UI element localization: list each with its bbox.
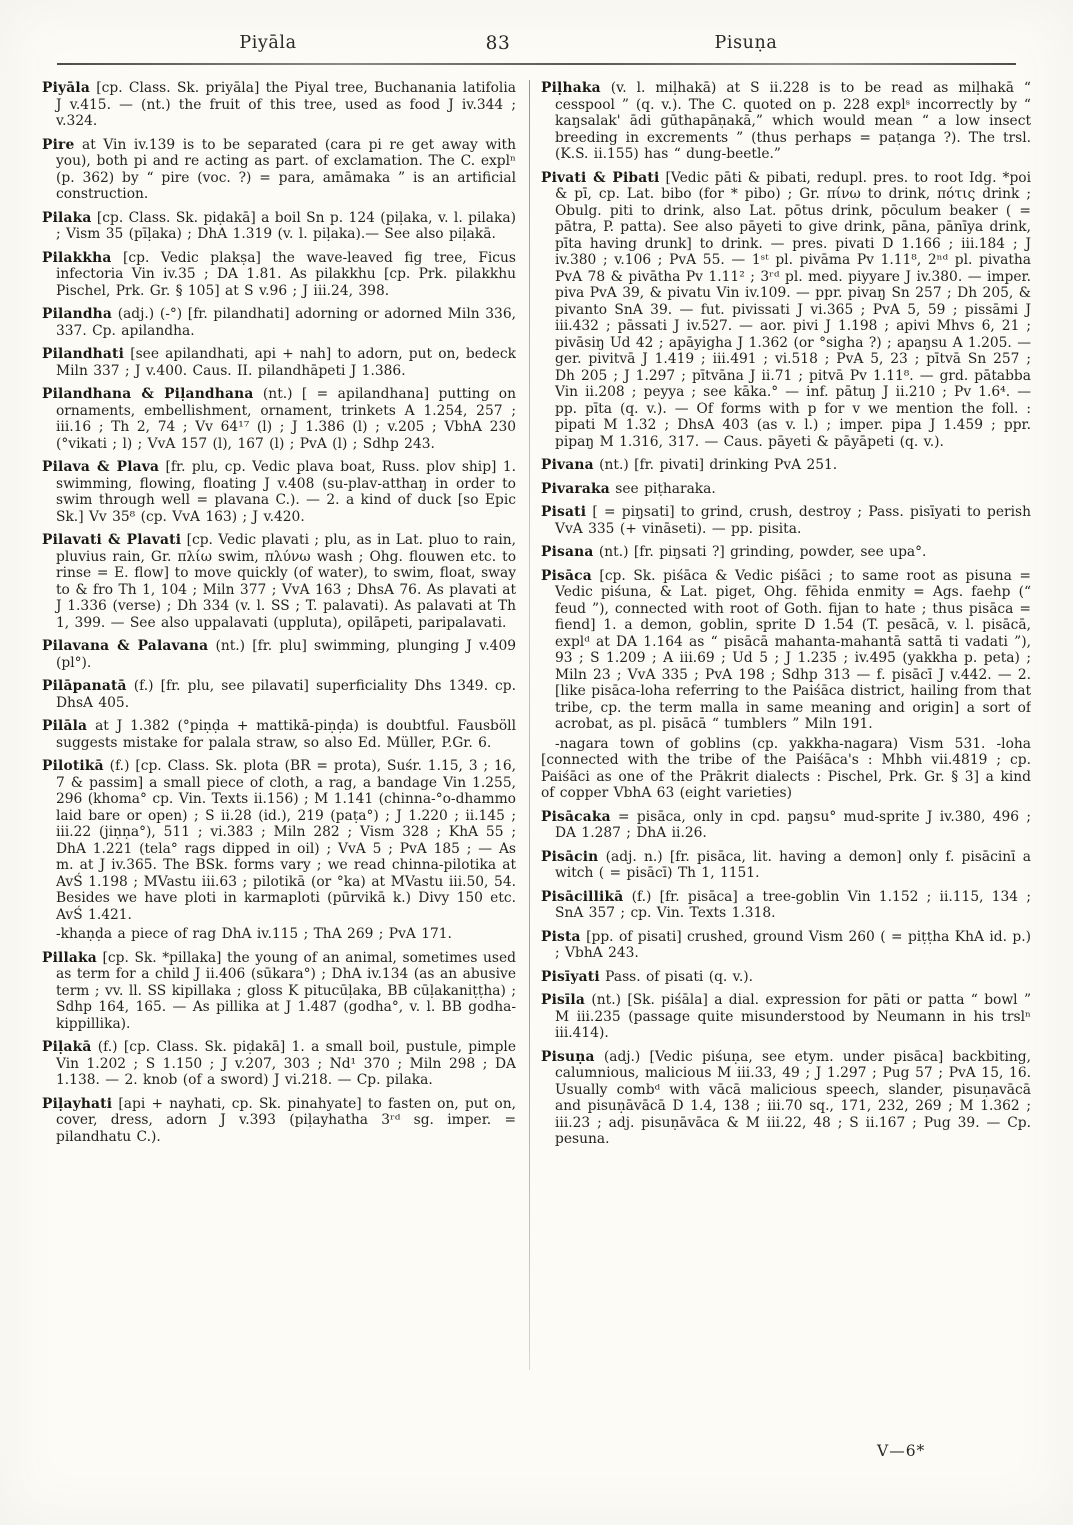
headword: Pisācaka <box>541 808 611 825</box>
dict-entry <box>541 992 1031 1042</box>
entry-body: (nt.) [fr. plu] swimming, plunging J v.409 (pl°). <box>56 638 516 671</box>
entry-body: [pp. of pisati] crushed, ground Vism 260 ( = piṭṭha KhA id. p.) ; VbhA 243. <box>555 928 1031 961</box>
page-number: 83 <box>485 33 511 54</box>
entry-body: (nt.) [ = apilandhana] putting on ornaments, embellishment, ornament, trinkets A 1.254, 257 ; iii.16 ; Th 2, 74 ; Vv 64¹⁷ (l) ; J 1.386 (l) ; v.205 ; VbhA 230 (°vikati ; l) ; VvA 157 (l), 167 (l) ; PvA (l) ; Sdhp 243. <box>56 386 516 452</box>
dict-entry <box>42 758 516 923</box>
entry-body: [api + nayhati, cp. Sk. pinahyate] to fasten on, put on, cover, dress, adorn J v.393 (piḷayhatha 3ʳᵈ sg. imper. = pilandhatu C.). <box>56 1095 516 1145</box>
entry-body: [cp. Sk. *pillaka] the young of an animal, sometimes used as term for a child J ii.406 (sūkara°) ; DhA iv.134 (as an abusive term ; vv. ll. SS kipillaka ; gloss K pitucūḷaka, BB cūḷakaniṭṭha) ; Sdhp 164, 165. — As pillika at J 1.487 (godha°, v. l. BB godha-kippillika). <box>56 949 516 1032</box>
entry-body: (f.) [fr. pisāca] a tree-goblin Vin 1.152 ; ii.115, 134 ; SnA 357 ; cp. Vin. Texts 1.318. <box>555 888 1031 921</box>
entry-body: [ = piŋsati] to grind, crush, destroy ; Pass. pisīyati to perish VvA 335 (+ vināseti). — pp. pisita. <box>555 504 1031 537</box>
dict-entry <box>42 250 516 300</box>
dict-entry <box>42 210 516 243</box>
headword: Piḷayhati <box>42 1095 113 1112</box>
dict-entry <box>42 638 516 671</box>
dict-entry <box>541 80 1031 163</box>
headword: Pisāca <box>541 567 592 584</box>
headword: Piḷakā <box>42 1039 92 1055</box>
headword: Pire <box>42 136 75 153</box>
dict-entry <box>541 504 1031 537</box>
dict-entry <box>42 718 516 751</box>
headword: Pisati <box>541 504 587 520</box>
dict-entry <box>541 568 1031 733</box>
dict-entry <box>42 1039 516 1089</box>
dict-entry <box>42 678 516 711</box>
dict-entry <box>42 459 516 525</box>
running-head-left: Piyāla <box>239 33 297 53</box>
dict-entry <box>42 80 516 130</box>
dict-entry <box>541 969 1031 986</box>
column-right <box>541 80 1031 1472</box>
entry-body: (adj.) (-°) [fr. pilandhati] adorning or adorned Miln 336, 337. Cp. apilandha. <box>56 306 516 339</box>
page-header <box>0 33 1073 59</box>
entry-body: [cp. Sk. piśāca & Vedic piśāci ; to same root as pisuna = Vedic piśuna, & Lat. piget, Ohg. fēhida enmity = Ags. faehp (“ feud ”), connected with root of Goth. fijan to hate ; thus pisāca = fiend] 1. a demon, goblin, sprite D 1.54 (T. pesācā, v. l. pisācā, explᵈ at DA 1.164 as “ pisācā mahanta-mahantā sattā ti vadati ”), 93 ; S 1.209 ; A iii.69 ; Ud 5 ; J 1.235 ; iv.495 (yakkha p. peta) ; Miln 23 ; VvA 335 ; PvA 198 ; Sdhp 313 — f. pisācī J v.442. — 2. [like pisāca-loha referring to the Paiśāca district, hailing from that tribe, cp. the term malla in same meaning and origin] a sort of acrobat, as pl. pisācā “ tumblers ” Miln 191. <box>555 567 1031 732</box>
entry-body: (f.) [fr. plu, see pilavati] superficiality Dhs 1349. cp. DhsA 405. <box>56 678 516 711</box>
entry-body: -nagara town of goblins (cp. yakkha-nagara) Vism 531. -loha [connected with the tribe of the Paiśāca's : Mhbh vii.4819 ; cp. Paiśāci as one of the Prākrit dialects : Pischel, Prk. Gr. § 3] a kind of copper VbhA 63 (eight varieties) <box>541 735 1031 801</box>
headword: Pilotikā <box>42 758 104 774</box>
entry-body: (nt.) [fr. piŋsati ?] grinding, powder, see upa°. <box>593 544 927 560</box>
entry-body: [cp. Class. Sk. priyāla] the Piyal tree, Buchanania latifolia J v.415. — (nt.) the fruit of this tree, used as food J iv.344 ; v.324. <box>56 80 516 129</box>
headword: Pilandha <box>42 306 113 322</box>
headword: Piyāla <box>42 80 90 96</box>
dict-entry <box>42 137 516 203</box>
entry-body: (adj. n.) [fr. pisāca, lit. having a demon] only f. pisācinī a witch ( = pisācī) Th 1, 1151. <box>555 848 1031 881</box>
dict-entry <box>541 809 1031 842</box>
headword: Pilakkha <box>42 249 112 266</box>
headword: Pilāpanatā <box>42 678 127 694</box>
dict-entry <box>42 306 516 339</box>
entry-body: (nt.) [fr. pivati] drinking PvA 251. <box>593 457 838 473</box>
text-columns <box>42 80 1031 1472</box>
headword: Piḷhaka <box>541 80 601 96</box>
headword: Pivati & Pibati <box>541 169 660 186</box>
entry-body: at J 1.382 (°piṇḍa + mattikā-piṇḍa) is doubtful. Fausböll suggests mistake for palala straw, so also Ed. Müller, P.Gr. 6. <box>56 718 516 751</box>
column-divider <box>529 80 530 1370</box>
entry-body: -khaṇḍa a piece of rag DhA iv.115 ; ThA 269 ; PvA 171. <box>56 926 452 942</box>
dict-entry <box>42 1096 516 1146</box>
entry-body: at Vin iv.139 is to be separated (cara pi re get away with you), both pi and re acting as part. of exclamation. The C. explⁿ (p. 362) by “ pire (voc. ?) = para, amāmaka ” is an artificial construction. <box>56 136 516 202</box>
entry-body: [cp. Class. Sk. piḍakā] a boil Sn p. 124 (piḷaka, v. l. pilaka) ; Vism 35 (pīḷaka) ; DhA 1.319 (v. l. piḷaka).— See also piḷakā. <box>56 209 516 242</box>
headword: Pisācillikā <box>541 888 624 905</box>
dict-entry <box>42 532 516 631</box>
dict-entry <box>541 736 1031 802</box>
entry-body: (f.) [cp. Class. Sk. plota (BR = prota), Suśr. 1.15, 3 ; 16, 7 & passim] a small piece of cloth, a rag, a bandage Vin 1.255, 296 (khoma° cp. Vin. Texts ii.156) ; M 1.141 (chinna-°o-dhammo laid bare or open) ; S ii.28 (id.), 219 (paṭa°) ; J 1.220 ; ii.145 ; iii.22 (jiṇṇa°), 511 ; vi.383 ; Miln 282 ; Vism 328 ; KhA 55 ; DhA 1.221 (tela° rags dipped in oil) ; VvA 5 ; PvA 185 ; — As m. at J iv.365. The BSk. forms vary ; we read chinna-pilotika at AvŚ 1.198 ; MVastu iii.63 ; pilotikā (or °ka) at MVastu iii.50, 54. Besides we have ploti in karmaploti (pūrvikā k.) Divy 150 etc. AvŚ 1.421. <box>56 758 516 923</box>
entry-body: (nt.) [Sk. piśāla] a dial. expression for pāti or patta “ bowl ” M iii.235 (passage quite misunderstood by Neumann in his trslⁿ iii.414). <box>555 992 1031 1041</box>
signature-mark: V—6* <box>877 1442 926 1460</box>
dict-entry <box>541 889 1031 922</box>
entry-body: = pisāca, only in cpd. paŋsu° mud-sprite J iv.380, 496 ; DA 1.287 ; DhA ii.26. <box>555 808 1031 841</box>
dict-entry <box>541 457 1031 474</box>
headword: Pilavana & Palavana <box>42 638 209 654</box>
headword: Pilandhana & Piḷandhana <box>42 386 254 402</box>
column-left <box>42 80 516 1472</box>
entry-body: Pass. of pisati (q. v.). <box>599 968 753 985</box>
dict-entry <box>42 950 516 1033</box>
headword: Pilāla <box>42 718 88 734</box>
dict-entry <box>541 849 1031 882</box>
entry-body: [see apilandhati, api + nah] to adorn, put on, bedeck Miln 337 ; J v.400. Caus. II. pilandhāpeti J 1.386. <box>56 346 516 379</box>
dict-entry <box>541 544 1031 561</box>
entry-body: [fr. plu, cp. Vedic plava boat, Russ. plov ship] 1. swimming, flowing, floating J v.408 (su-plav-atthaŋ in order to swim through well = plavana C.). — 2. a kind of duck [so Epic Sk.] Vv 35⁸ (cp. VvA 163) ; J v.420. <box>56 459 516 525</box>
entry-body: (adj.) [Vedic piśuṇa, see etym. under pisāca] backbiting, calumnious, malicious M iii.33, 49 ; J 1.297 ; Pug 57 ; PvA 15, 16. Usually combᵈ with vācā malicious speech, slander, pisuṇavācā and pisuṇāvācā D 1.4, 138 ; iii.70 sq., 171, 232, 269 ; M 1.362 ; iii.23 ; adj. pisuṇāvāca & M iii.22, 48 ; S ii.167 ; Pug 39. — Cp. pesuna. <box>555 1048 1031 1147</box>
headword: Pivana <box>541 457 594 473</box>
headword: Pista <box>541 928 581 945</box>
dict-entry <box>42 386 516 452</box>
dict-entry <box>42 346 516 379</box>
entry-body: (v. l. miḷhakā) at S ii.228 is to be read as miḷhakā “ cesspool ” (q. v.). The C. quoted on p. 228 explˢ incorrectly by “ kaŋsalak' ādi gūthapāṇakā,” which would mean “ a low insect breeding in excrements ” (thus perhaps = paṭanga ?). The trsl. (K.S. ii.155) has “ dung-beetle.” <box>555 80 1031 162</box>
dict-entry <box>541 481 1031 498</box>
headword: Pilavati & Plavati <box>42 532 182 548</box>
running-head-right: Pisuṇa <box>714 33 778 53</box>
dict-entry <box>541 170 1031 451</box>
entry-body: (f.) [cp. Class. Sk. piḍakā] 1. a small boil, pustule, pimple Vin 1.202 ; S 1.150 ; J v.207, 303 ; Nd¹ 370 ; Miln 298 ; DA 1.138. — 2. knob (of a sword) J vi.218. — Cp. pilaka. <box>56 1039 516 1088</box>
headword: Pilandhati <box>42 346 125 362</box>
entry-body: [cp. Vedic plakṣa] the wave-leaved fig tree, Ficus infectoria Vin iv.35 ; DA 1.81. As pilakkhu [cp. Prk. pilakkhu Pischel, Prk. Gr. § 105] at S v.96 ; J iii.24, 398. <box>56 249 516 299</box>
headword: Pisācin <box>541 848 599 865</box>
entry-body: see piṭharaka. <box>609 480 716 497</box>
entry-body: [cp. Vedic plavati ; plu, as in Lat. pluo to rain, pluvius rain, Gr. πλίω swim, πλύνω wash ; Ohg. flouwen etc. to rinse = E. flow] to move quickly (of water), to swim, float, sway to & fro Th 1, 104 ; Miln 377 ; VvA 163 ; DhsA 76. As plavati at J 1.336 (verse) ; Dh 334 (v. l. SS ; T. palavati). As palavati at Th 1, 399. — See also uppalavati (uppluta), opilāpeti, paripalavati. <box>56 532 516 631</box>
dict-entry <box>541 1049 1031 1148</box>
headword: Pisīla <box>541 992 586 1008</box>
headword: Pilava & Plava <box>42 459 160 475</box>
headword: Pisīyati <box>541 968 600 985</box>
headword: Pisuṇa <box>541 1048 595 1065</box>
dict-entry <box>541 929 1031 962</box>
dict-entry <box>42 926 516 943</box>
headword: Pivaraka <box>541 480 610 497</box>
headword: Pisana <box>541 544 594 560</box>
headword: Pillaka <box>42 949 97 966</box>
entry-body: [Vedic pāti & pibati, redupl. pres. to root Idg. *poi & pī, cp. Lat. bibo (for * pibo) ; Gr. πίνω to drink, πότις drink ; Obulg. piti to drink, also Lat. pōtus drink, pōculum beaker ( = pātra, P. patta). See also pāyeti to give drink, pāna, pānīya drink, pīta having drunk] to drink. — pres. pivati D 1.166 ; iii.184 ; J iv.380 ; v.106 ; PvA 55. — 1ˢᵗ pl. pivāma Pv 1.11⁸, 2ⁿᵈ pl. pivatha PvA 78 & pivātha Pv 1.11² ; 3ʳᵈ pl. med. piyyare J iv.380. — imper. piva PvA 39, & pivatu Vin iv.109. — ppr. pivaŋ Sn 257 ; Dh 205, & pivanto SnA 39. — fut. pivissati J vi.365 ; PvA 5, 59 ; pissāmi J iii.432 ; pāssati J iv.527. — aor. pivi J 1.198 ; apivi Mhvs 6, 21 ; pivāsiŋ Ud 42 ; apāyigha J 1.362 (or °sigha ?) ; apaŋsu A 1.205. — ger. pivitvā J 1.419 ; iii.491 ; vi.518 ; PvA 5, 23 ; pītvā Sn 257 ; Dh 205 ; J 1.297 ; pītvāna J ii.71 ; pitvā Pv 1.11⁸. — grd. pātabba Vin ii.208 ; peyya ; see kāka.° — inf. pātuŋ J ii.210 ; Pv 1.6⁴. — pp. pīta (q. v.). — Of forms with p for v we mention the foll. : pipati M 1.32 ; DhsA 403 (as v. l.) ; imper. pipa J 1.459 ; ppr. pipaŋ M 1.316, 317. — Caus. pāyeti & pāyāpeti (q. v.). <box>555 169 1031 450</box>
header-rule <box>57 63 1016 65</box>
headword: Pilaka <box>42 209 92 226</box>
